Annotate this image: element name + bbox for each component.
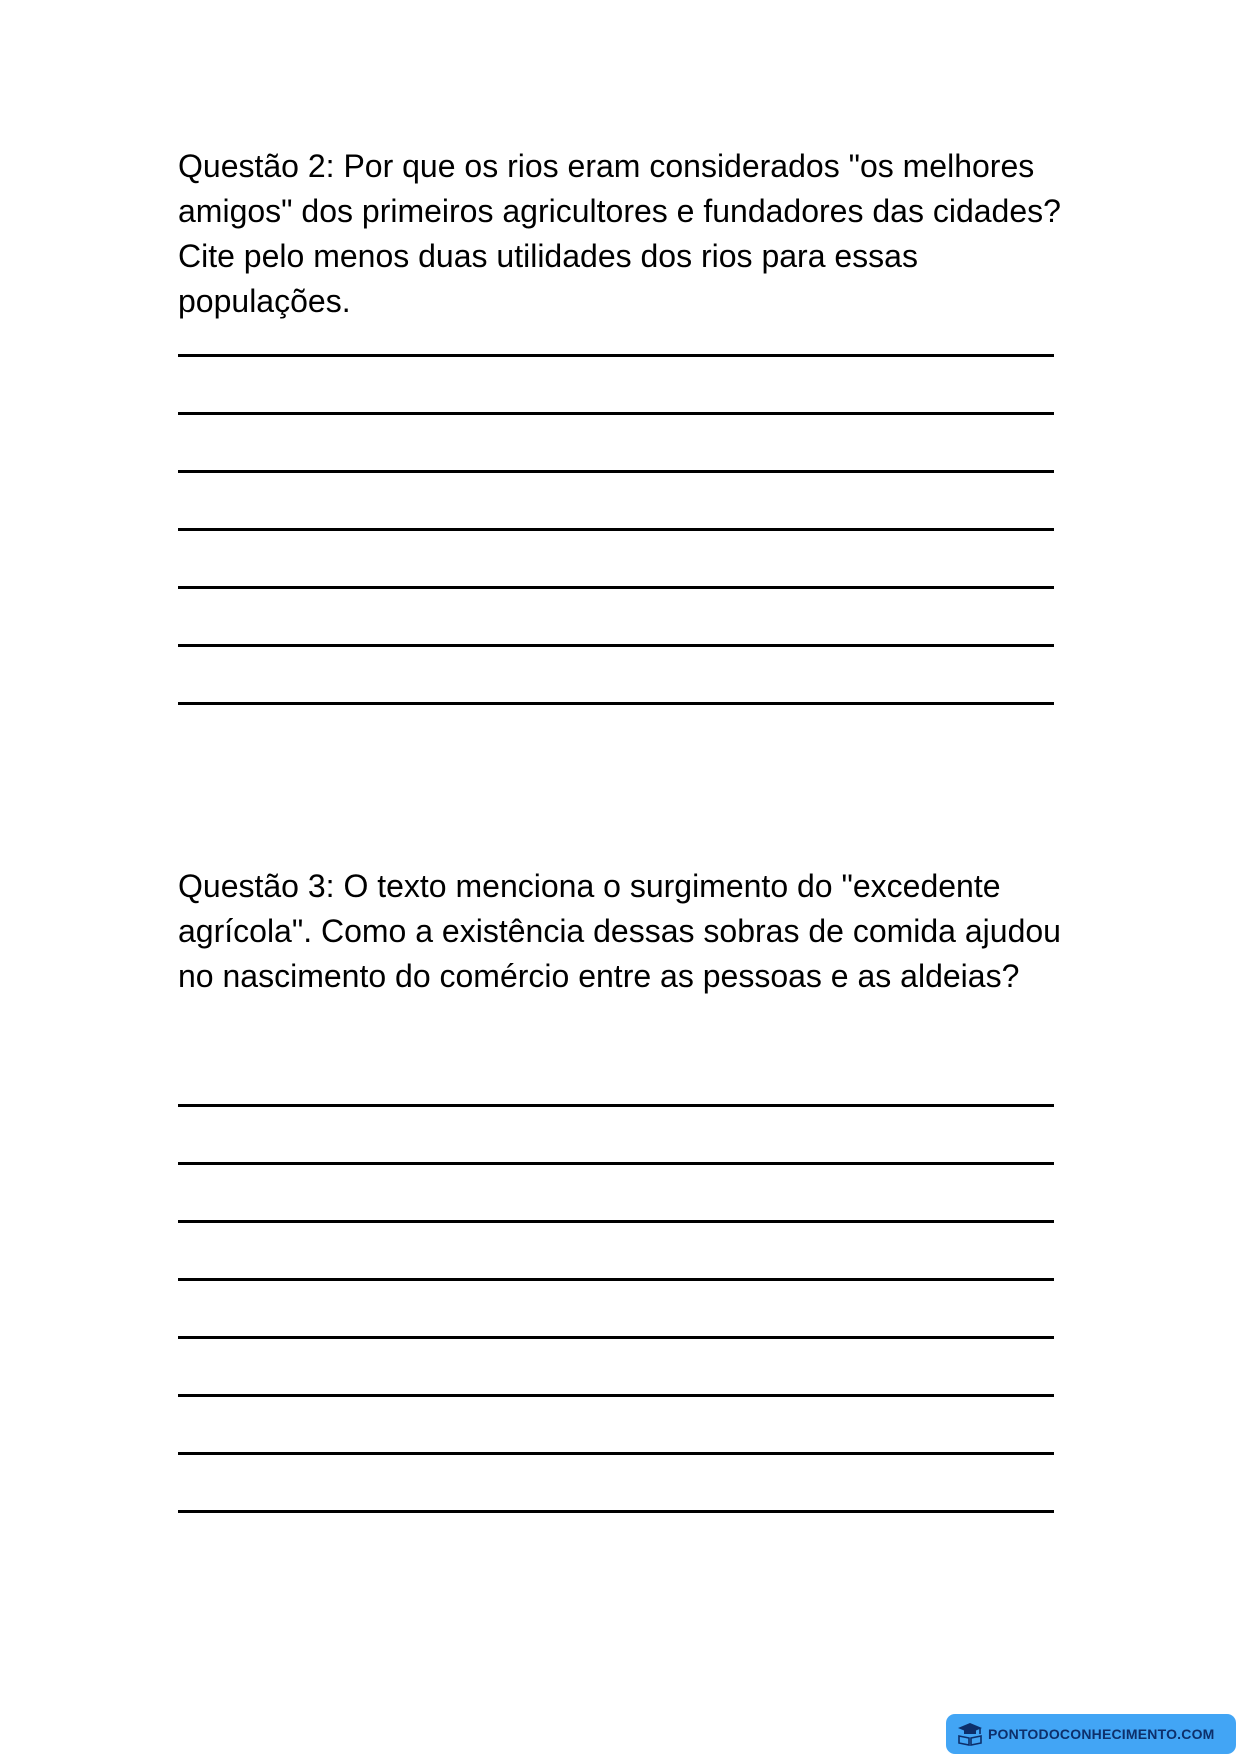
answer-line	[178, 470, 1054, 473]
answer-line	[178, 702, 1054, 705]
brand-label: PONTODOCONHECIMENTO.COM	[988, 1726, 1215, 1742]
answer-line	[178, 412, 1054, 415]
answer-line	[178, 1336, 1054, 1339]
answer-line	[178, 1452, 1054, 1455]
answer-line	[178, 1104, 1054, 1107]
answer-line	[178, 1394, 1054, 1397]
answer-line	[178, 1510, 1054, 1513]
site-brand-badge	[946, 1714, 1236, 1754]
answer-line	[178, 644, 1054, 647]
answer-line	[178, 1162, 1054, 1165]
question-2	[178, 144, 1078, 324]
answer-line	[178, 586, 1054, 589]
answer-line	[178, 1278, 1054, 1281]
answer-line	[178, 354, 1054, 357]
question-2-text: Questão 2: Por que os rios eram considerados "os melhores amigos" dos primeiros agricultores e fundadores das cidades? Cite pelo menos duas utilidades dos rios para essas populações.	[178, 148, 1061, 319]
question-3-text: Questão 3: O texto menciona o surgimento do "excedente agrícola". Como a existência dessas sobras de comida ajudou no nascimento do comércio entre as pessoas e as aldeias?	[178, 868, 1061, 994]
question-3	[178, 864, 1078, 999]
answer-line	[178, 528, 1054, 531]
answer-line	[178, 1220, 1054, 1223]
book-with-graduation-cap-icon	[956, 1721, 984, 1747]
